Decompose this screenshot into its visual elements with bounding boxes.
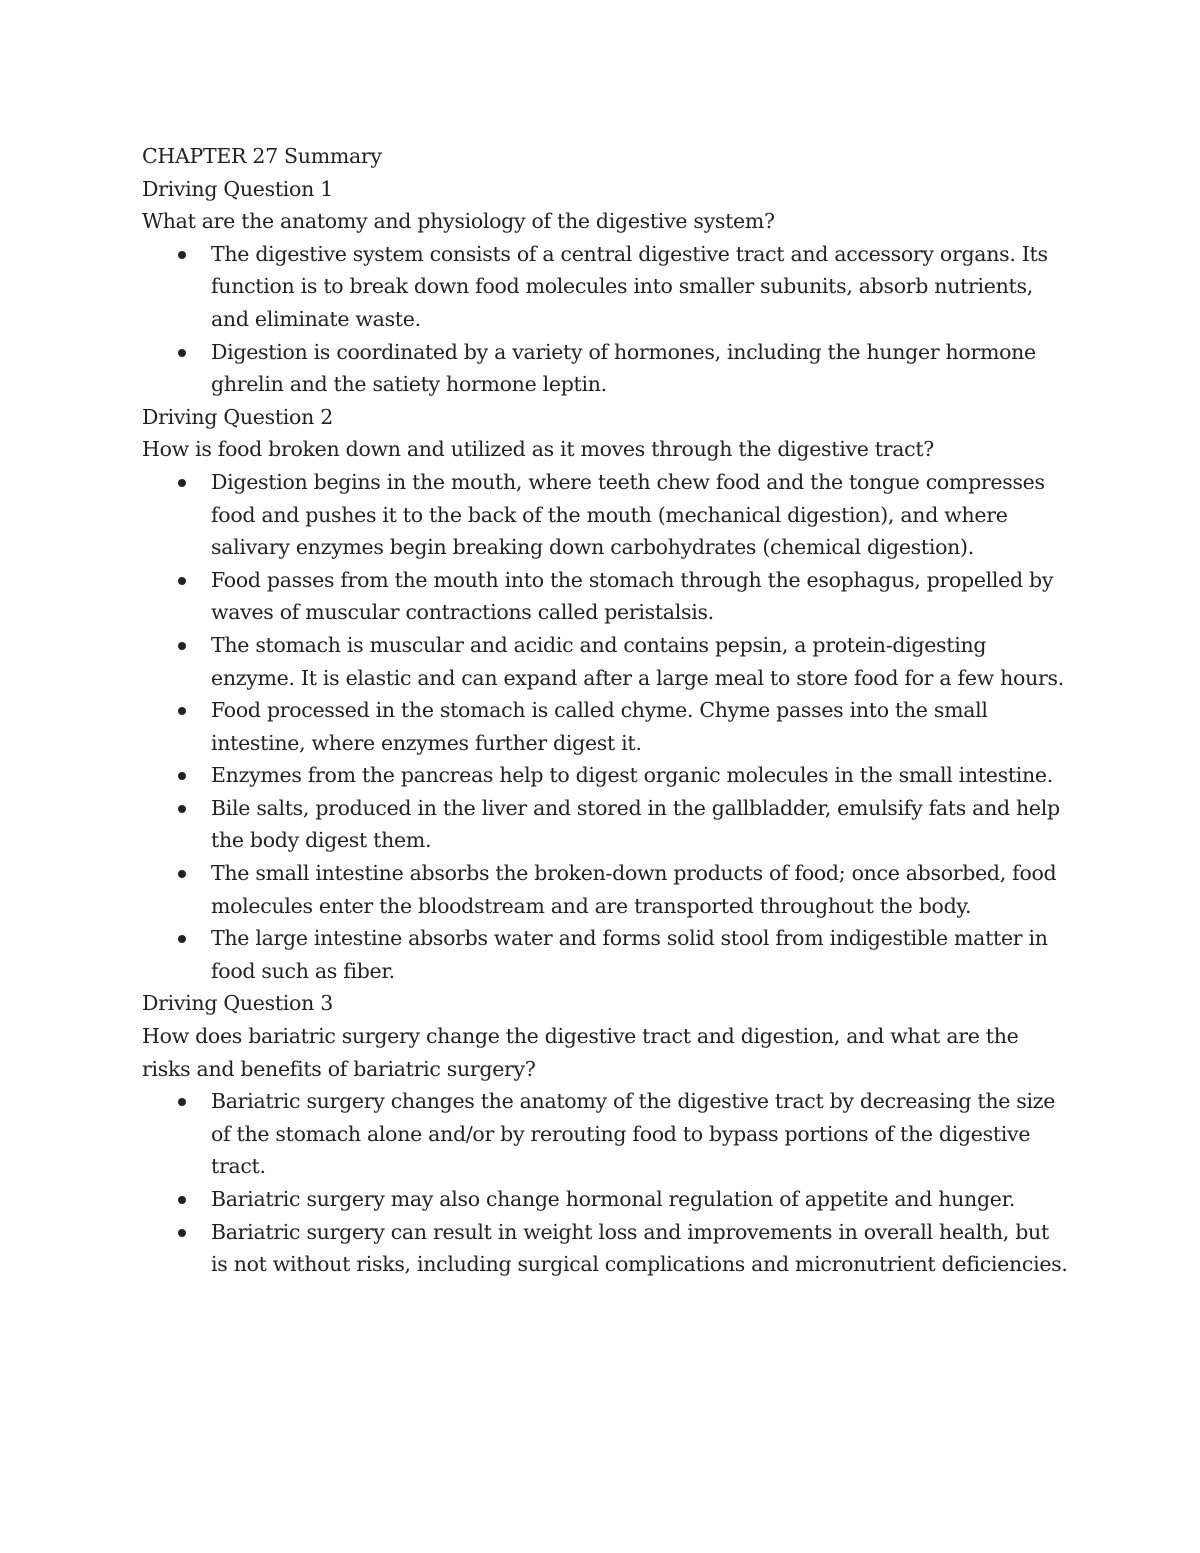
bullet-text: Bariatric surgery may also change hormonal regulation of appetite and hunger. — [211, 1187, 1016, 1211]
bullet-item — [142, 1183, 1072, 1216]
bullet-item — [142, 336, 1072, 401]
bullet-item — [142, 564, 1072, 629]
bullet-item — [142, 238, 1072, 336]
bullet-list — [142, 238, 1072, 401]
bullet-item — [142, 857, 1072, 922]
bullet-dot-icon — [178, 251, 186, 259]
section-question: What are the anatomy and physiology of the digestive system? — [142, 209, 775, 234]
section-heading: Driving Question 2 — [142, 404, 333, 429]
bullet-text: Food processed in the stomach is called chyme. Chyme passes into the small intestine, where enzymes further digest it. — [211, 698, 988, 755]
chapter-title: CHAPTER 27 Summary — [142, 144, 382, 168]
section-question: How is food broken down and utilized as it moves through the digestive tract? — [142, 437, 934, 462]
bullet-dot-icon — [178, 577, 186, 585]
section-heading: Driving Question 1 — [142, 176, 333, 201]
bullet-item — [142, 466, 1072, 564]
section-driving-question-2 — [142, 401, 1072, 988]
bullet-item — [142, 759, 1072, 792]
bullet-dot-icon — [178, 1098, 186, 1106]
bullet-dot-icon — [178, 870, 186, 878]
bullet-text: Bariatric surgery changes the anatomy of the digestive tract by decreasing the size of the stomach alone and/or by rerouting food to bypass portions of the digestive tract. — [211, 1089, 1056, 1179]
bullet-item — [142, 1085, 1072, 1183]
bullet-text: The stomach is muscular and acidic and contains pepsin, a protein-digesting enzyme. It is elastic and can expand after a large meal to store food for a few hours. — [211, 632, 1064, 690]
bullet-text: Digestion is coordinated by a variety of hormones, including the hunger hormone ghrelin and the satiety hormone leptin. — [211, 339, 1036, 397]
bullet-list — [142, 1085, 1072, 1281]
bullet-dot-icon — [178, 772, 186, 780]
bullet-item — [142, 629, 1072, 694]
bullet-text: Digestion begins in the mouth, where teeth chew food and the tongue compresses food and pushes it to the back of the mouth (mechanical digestion), and where salivary enzymes begin breaking down carbohydrates (chemical digestion). — [211, 469, 1045, 560]
bullet-list — [142, 466, 1072, 988]
section-heading: Driving Question 3 — [142, 991, 333, 1016]
bullet-text: Bile salts, produced in the liver and stored in the gallbladder, emulsify fats and help the body digest them. — [211, 795, 1060, 853]
bullet-text: The small intestine absorbs the broken-down products of food; once absorbed, food molecules enter the bloodstream and are transported throughout the body. — [211, 861, 1057, 918]
bullet-dot-icon — [178, 805, 186, 813]
document-page — [142, 140, 1072, 1281]
bullet-text: Food passes from the mouth into the stomach through the esophagus, propelled by waves of muscular contractions called peristalsis. — [211, 567, 1054, 625]
bullet-dot-icon — [178, 349, 186, 357]
bullet-item — [142, 922, 1072, 987]
bullet-text: Enzymes from the pancreas help to digest organic molecules in the small intestine. — [211, 763, 1053, 788]
bullet-dot-icon — [178, 1196, 186, 1204]
section-driving-question-1 — [142, 173, 1072, 401]
bullet-text: The digestive system consists of a central digestive tract and accessory organs. Its function is to break down food molecules into smaller subunits, absorb nutrients, and eliminate waste. — [211, 241, 1048, 331]
bullet-text: The large intestine absorbs water and forms solid stool from indigestible matter in food such as fiber. — [211, 926, 1048, 983]
section-driving-question-3 — [142, 987, 1072, 1280]
bullet-dot-icon — [178, 642, 186, 650]
bullet-item — [142, 792, 1072, 857]
bullet-text: Bariatric surgery can result in weight loss and improvements in overall health, but is not without risks, including surgical complications and micronutrient deficiencies. — [211, 1219, 1068, 1277]
bullet-item — [142, 1216, 1072, 1281]
bullet-dot-icon — [178, 935, 186, 943]
bullet-dot-icon — [178, 479, 186, 487]
section-question: How does bariatric surgery change the digestive tract and digestion, and what are the risks and benefits of bariatric surgery? — [142, 1024, 1019, 1081]
bullet-item — [142, 694, 1072, 759]
bullet-dot-icon — [178, 707, 186, 715]
bullet-dot-icon — [178, 1229, 186, 1237]
